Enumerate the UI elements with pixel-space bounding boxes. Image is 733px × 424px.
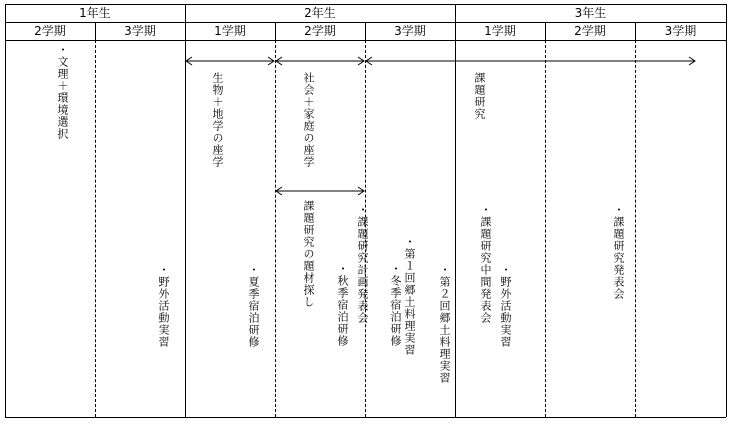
year2-term2-header: 2学期 [304, 24, 336, 38]
seibutsu-chigaku-zagaku: 生物＋地学の座学 [211, 72, 224, 168]
year3-term3-header: 3学期 [664, 24, 697, 38]
kadai-keikaku-happyokai: ・課題研究計画発表会 [356, 204, 369, 324]
term-body-divider [95, 40, 96, 417]
seibutsu-period-arrow [185, 56, 275, 66]
term-body-divider [545, 40, 546, 417]
year1-term3-header: 3学期 [124, 24, 156, 38]
kadai-daizai-sagashi: 課題研究の題材探し [302, 200, 315, 308]
yagai-katsudo-jisshu-year3: ・野外活動実習 [499, 264, 512, 348]
shakai-period-arrow [275, 56, 365, 66]
year2-term1-header: 1学期 [214, 24, 246, 38]
year3-header: 3年生 [574, 6, 607, 20]
year2-term3-header: 3学期 [394, 24, 426, 38]
daizai-period-arrow [275, 186, 365, 196]
year1-header: 1年生 [79, 6, 111, 20]
table-left-border [5, 4, 6, 417]
year1-term2-header: 2学期 [34, 24, 66, 38]
kadai-kenkyu-period-arrow [365, 56, 696, 66]
toki-shukuhaku-kenshu: ・冬季宿泊研修 [389, 263, 402, 347]
shuki-shukuhaku-kenshu: ・秋季宿泊研修 [336, 263, 349, 347]
kadai-kenkyu-happyokai: ・課題研究発表会 [612, 204, 625, 300]
kadai-chukan-happyokai: ・課題研究中間発表会 [479, 204, 492, 324]
bunri-kankyo-sentaku: ・文理＋環境選択 [56, 44, 69, 140]
table-right-border [726, 4, 727, 417]
dai1kai-kyodo-ryori-jisshu: ・第１回郷土料理実習 [403, 236, 416, 356]
kaki-shukuhaku-kenshu: ・夏季宿泊研修 [247, 264, 260, 348]
table-bottom-border [5, 417, 726, 418]
year2-header: 2年生 [304, 6, 336, 20]
year3-term1-header: 1学期 [484, 24, 516, 38]
year3-term2-header: 2学期 [574, 24, 606, 38]
dai2kai-kyodo-ryori-jisshu: ・第２回郷土料理実習 [438, 264, 451, 384]
kadai-kenkyu-label: 課題研究 [473, 72, 486, 120]
shakai-katei-zagaku: 社会＋家庭の座学 [302, 72, 315, 168]
yagai-katsudo-jisshu-year1: ・野外活動実習 [157, 264, 170, 348]
term-body-divider [275, 40, 276, 417]
term-body-divider [635, 40, 636, 417]
